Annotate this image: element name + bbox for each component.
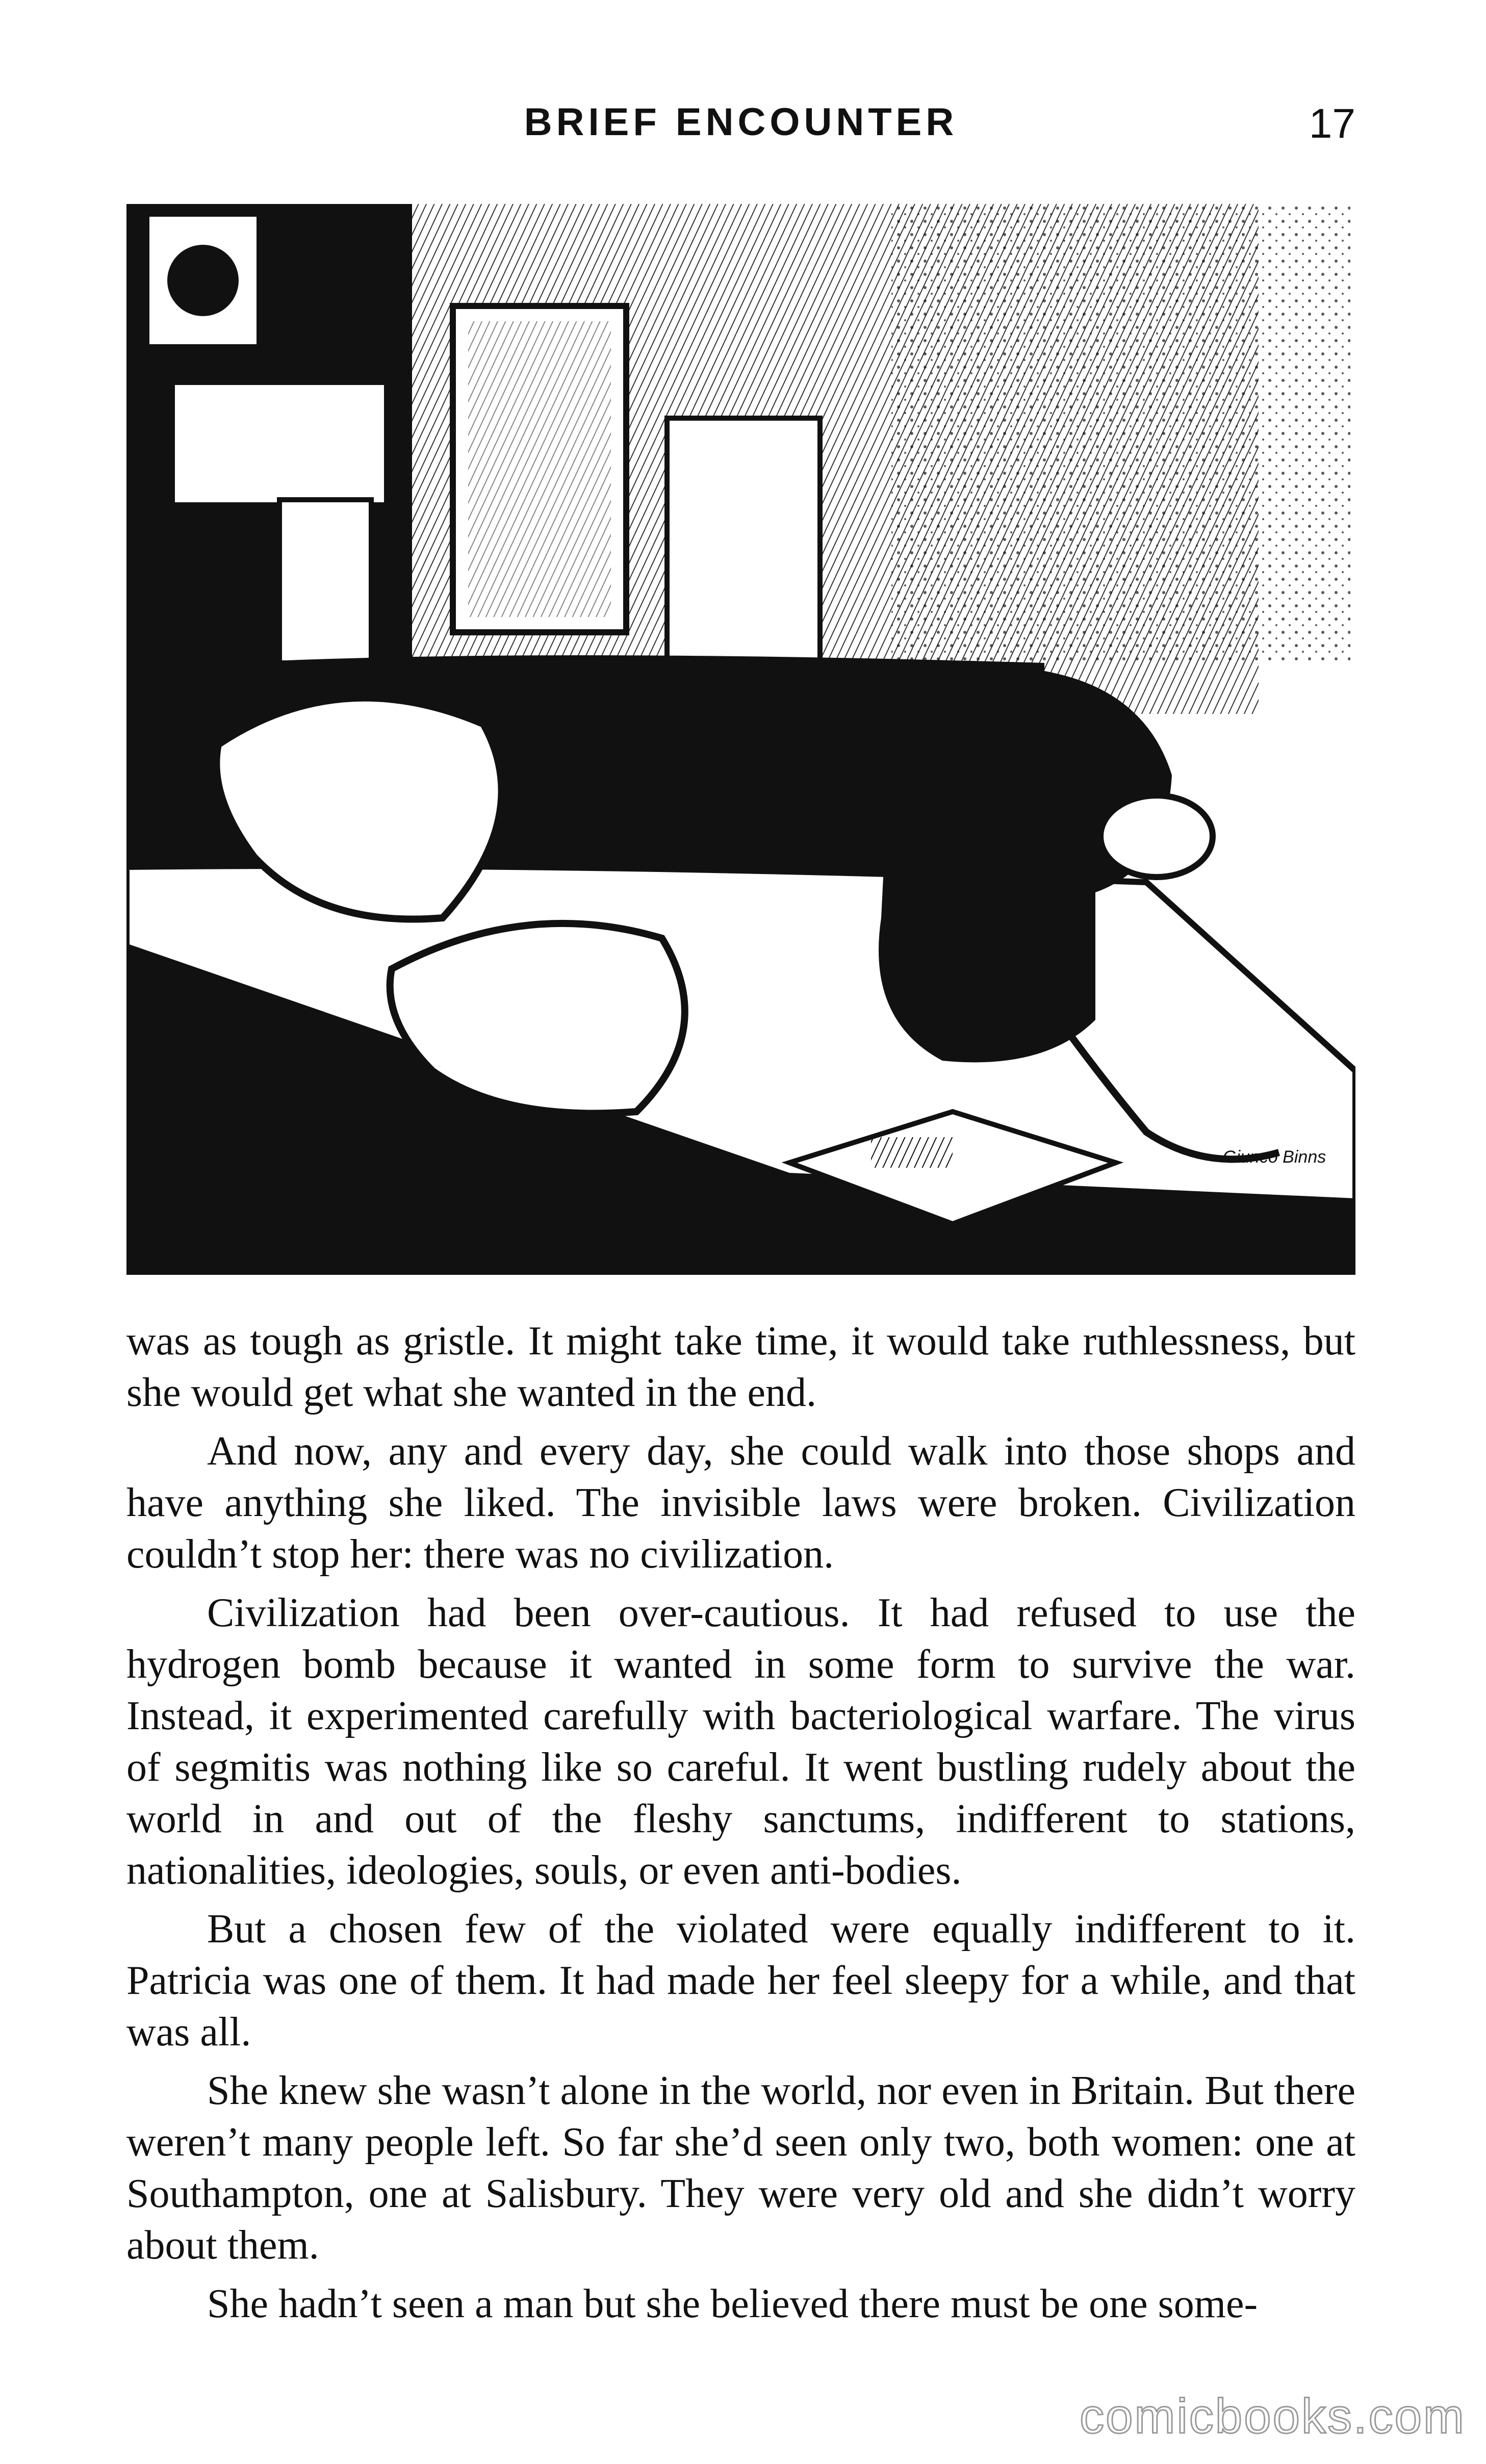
paragraph: She hadn’t seen a man but she believed there must be one some- bbox=[207, 2281, 1258, 2326]
wall-picture-couple bbox=[172, 382, 387, 505]
poster-hatching bbox=[468, 321, 611, 617]
wall-speckle bbox=[891, 204, 1350, 663]
lampshade bbox=[1100, 795, 1213, 877]
wall-picture-figure bbox=[279, 209, 381, 331]
paragraph: Civilization had been over-cautious. It had refused to use the hydrogen bomb because it wanted in some form to survive the war. Instead, it experimented carefully with bacteriological warfare. The virus of segmitis was nothing like so careful. It went bustling rudely about the world in and out of the fleshy sanctums, indifferent to stations, nationalities, ideologies, souls, or even anti-bodies. bbox=[126, 1590, 1355, 1893]
paragraph: And now, any and every day, she could walk into those shops and have anything she liked. The invisible laws were broken. Civilization couldn’t stop her: there was no civilization. bbox=[126, 1429, 1355, 1577]
wall-picture-man bbox=[279, 500, 371, 663]
paragraph: was as tough as gristle. It might take time, it would take ruthlessness, but she would get what she wanted in the end. bbox=[126, 1319, 1355, 1415]
running-title: BRIEF ENCOUNTER bbox=[524, 100, 958, 144]
illustration bbox=[126, 204, 1355, 1275]
artist-signature: Giunco Binns bbox=[1223, 1147, 1326, 1167]
body-text bbox=[126, 1316, 1355, 2337]
illustration-drawing bbox=[126, 204, 1355, 1275]
page-header bbox=[126, 100, 1355, 156]
magazine-print bbox=[871, 1137, 953, 1168]
wall-poster-athlete bbox=[667, 418, 820, 673]
picture-face-shape bbox=[167, 245, 239, 316]
watermark: comicbooks.com bbox=[1080, 2389, 1466, 2444]
paragraph: She knew she wasn’t alone in the world, nor even in Britain. But there weren’t many people left. So far she’d seen only two, both women: one at Southampton, one at Salisbury. They were very old and she didn’t worry about them. bbox=[126, 2068, 1355, 2268]
page-number: 17 bbox=[1309, 100, 1355, 147]
paragraph: But a chosen few of the violated were equally indifferent to it. Patricia was one of them. It had made her feel sleepy for a while, and that was all. bbox=[126, 1907, 1355, 2055]
